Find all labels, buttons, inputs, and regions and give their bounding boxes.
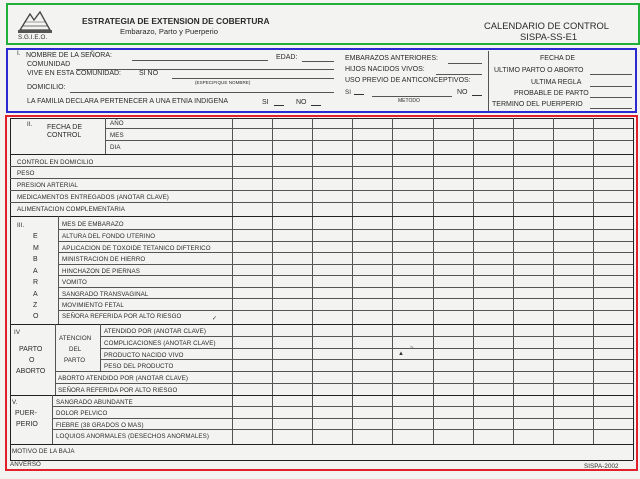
puerperio-label-2: PERIO bbox=[16, 421, 38, 428]
embarazo-letter-4: A bbox=[33, 268, 38, 275]
hijos-label: HIJOS NACIDOS VIVOS: bbox=[345, 66, 425, 73]
row-label-control-domicilio: CONTROL EN DOMICILIO bbox=[17, 159, 94, 166]
fecha-control-label-2: CONTROL bbox=[47, 132, 82, 139]
embarazo-label-divider bbox=[58, 216, 59, 324]
row-line bbox=[55, 383, 633, 384]
embarazo-letter-2: M bbox=[33, 245, 39, 252]
row-line bbox=[10, 202, 633, 203]
section-separator bbox=[10, 324, 633, 325]
embarazo-letter-6: A bbox=[33, 291, 38, 298]
row-label-peso-producto: PESO DEL PRODUCTO bbox=[104, 363, 174, 370]
section-separator bbox=[10, 154, 633, 155]
etnia-si-label: SI bbox=[262, 99, 269, 106]
row-line bbox=[58, 241, 633, 242]
nombre-label: NOMBRE DE LA SEÑORA: bbox=[26, 52, 112, 59]
fecha-label-divider bbox=[105, 118, 106, 154]
row-label-loquios: LOQUIOS ANORMALES (DESECHOS ANORMALES) bbox=[56, 433, 210, 440]
row-line bbox=[105, 128, 633, 129]
embarazo-letter-3: B bbox=[33, 256, 38, 263]
metodo-field-line[interactable] bbox=[372, 96, 452, 97]
etnia-no-checkbox[interactable] bbox=[311, 99, 321, 106]
fecha-de-label: FECHA DE bbox=[540, 55, 576, 62]
atencion-label-1: ATENCION bbox=[59, 335, 92, 342]
section-1-roman: I. bbox=[17, 50, 21, 57]
form-title: ESTRATEGIA DE EXTENSION DE COBERTURA bbox=[82, 16, 270, 26]
row-line bbox=[52, 429, 633, 430]
pen-mark: ▲ bbox=[398, 351, 404, 357]
especifique-field-line[interactable] bbox=[172, 78, 334, 79]
especifique-label: (ESPECIFIQUE NOMBRE) bbox=[195, 80, 251, 85]
row-label-hinchazon: HINCHAZON DE PIERNAS bbox=[62, 268, 140, 275]
atencion-label-3: PARTO bbox=[64, 357, 86, 364]
table-border-bottom bbox=[10, 460, 633, 461]
embarazos-label: EMBARAZOS ANTERIORES: bbox=[345, 55, 438, 62]
row-label-dia: DIA bbox=[110, 144, 121, 151]
row-label-complicaciones: COMPLICACIONES (ANOTAR CLAVE) bbox=[104, 340, 216, 347]
embarazo-letter-1: E bbox=[33, 233, 38, 240]
row-line bbox=[10, 190, 633, 191]
vive-label: VIVE EN ESTA COMUNIDAD: bbox=[27, 70, 121, 77]
row-line bbox=[52, 418, 633, 419]
fecha-control-label-1: FECHA DE bbox=[47, 124, 83, 131]
uso-si-label: SI bbox=[345, 89, 352, 96]
motivo-baja-label: MOTIVO DE LA BAJA bbox=[12, 448, 75, 455]
row-line bbox=[58, 252, 633, 253]
table-border-left bbox=[10, 118, 11, 460]
uso-si-checkbox[interactable] bbox=[354, 88, 364, 95]
edad-label: EDAD: bbox=[276, 54, 298, 61]
row-label-medicamentos: MEDICAMENTOS ENTREGADOS (ANOTAR CLAVE) bbox=[17, 194, 169, 201]
ultimo-parto-label: ULTIMO PARTO O ABORTO bbox=[494, 67, 584, 74]
table-border-right bbox=[633, 118, 634, 460]
uso-anticonceptivos-label: USO PREVIO DE ANTICONCEPTIVOS: bbox=[345, 77, 471, 84]
section-2-roman: II. bbox=[27, 121, 33, 128]
uso-no-label: NO bbox=[457, 89, 468, 96]
etnia-si-checkbox[interactable] bbox=[274, 99, 284, 106]
row-line bbox=[100, 359, 633, 360]
calendar-title: CALENDARIO DE CONTROL bbox=[484, 20, 610, 31]
row-label-presion: PRESION ARTERIAL bbox=[17, 182, 78, 189]
embarazo-letter-5: R bbox=[33, 279, 39, 286]
row-label-hierro: MINISTRACION DE HIERRO bbox=[62, 256, 146, 263]
logo-text: S.G.I.E.O. bbox=[18, 34, 48, 41]
row-label-dolor-pelvico: DOLOR PELVICO bbox=[56, 410, 108, 417]
row-label-fiebre: FIEBRE (38 GRADOS O MAS) bbox=[56, 422, 144, 429]
table-border-top bbox=[10, 118, 633, 119]
row-line bbox=[58, 298, 633, 299]
embarazo-letter-8: O bbox=[33, 313, 39, 320]
edad-field-line[interactable] bbox=[302, 61, 334, 62]
atencion-label-2: DEL bbox=[69, 346, 82, 353]
etnia-label: LA FAMILIA DECLARA PERTENECER A UNA ETNIA INDIGENA bbox=[27, 98, 228, 105]
form-subtitle: Embarazo, Parto y Puerperio bbox=[120, 27, 218, 36]
row-line bbox=[52, 406, 633, 407]
etnia-no-label: NO bbox=[296, 99, 307, 106]
row-label-sangrado-abundante: SANGRADO ABUNDANTE bbox=[56, 399, 133, 406]
row-line bbox=[58, 275, 633, 276]
row-label-mes-embarazo: MES DE EMBARAZO bbox=[62, 221, 124, 228]
ultima-regla-field-line[interactable] bbox=[590, 86, 632, 87]
section-separator bbox=[10, 216, 633, 217]
anverso-label: ANVERSO bbox=[10, 461, 41, 468]
row-label-vomito: VOMITO bbox=[62, 279, 87, 286]
row-line bbox=[55, 371, 633, 372]
pen-mark: ✓ bbox=[212, 316, 218, 322]
row-line bbox=[100, 348, 633, 349]
atencion-label-divider bbox=[100, 324, 101, 371]
row-line bbox=[100, 336, 633, 337]
row-label-nacido-vivo: PRODUCTO NACIDO VIVO bbox=[104, 352, 184, 359]
row-label-altura-fondo: ALTURA DEL FONDO UTERINO bbox=[62, 233, 156, 240]
termino-field-line[interactable] bbox=[590, 108, 632, 109]
form-code: SISPA-SS-E1 bbox=[520, 31, 578, 42]
row-label-referida-riesgo-1: SEÑORA REFERIDA POR ALTO RIESGO bbox=[62, 313, 182, 320]
probable-parto-label: PROBABLE DE PARTO bbox=[514, 90, 589, 97]
probable-parto-field-line[interactable] bbox=[590, 97, 632, 98]
row-label-mes: MES bbox=[110, 132, 124, 139]
row-label-alimentacion: ALIMENTACION COMPLEMENTARIA bbox=[17, 206, 126, 213]
row-label-ano: AÑO bbox=[110, 120, 124, 127]
row-line bbox=[105, 140, 633, 141]
row-label-referida-riesgo-2: SEÑORA REFERIDA POR ALTO RIESGO bbox=[58, 387, 178, 394]
section-separator bbox=[10, 444, 633, 445]
vive-si-no: SI NO bbox=[139, 70, 159, 77]
domicilio-field-line[interactable] bbox=[70, 92, 334, 93]
hijos-field-line[interactable] bbox=[436, 74, 482, 75]
footer-code: SISPA-2002 bbox=[584, 463, 619, 470]
ultima-regla-label: ULTIMA REGLA bbox=[531, 79, 582, 86]
embarazos-field-line[interactable] bbox=[448, 63, 482, 64]
row-line bbox=[10, 178, 633, 179]
row-label-toxoide: APLICACION DE TOXOIDE TETANICO DIFTERICO bbox=[62, 245, 211, 252]
section-3-roman: III. bbox=[17, 222, 25, 229]
section-5-roman: V. bbox=[12, 399, 18, 406]
puerperio-label-1: PUER- bbox=[15, 410, 37, 417]
row-label-movimiento-fetal: MOVIMIENTO FETAL bbox=[62, 302, 124, 309]
row-line bbox=[58, 310, 633, 311]
comunidad-label: COMUNIDAD bbox=[27, 61, 71, 68]
metodo-label: METODO bbox=[398, 98, 420, 104]
row-line bbox=[58, 287, 633, 288]
parto-aborto-label-2: O bbox=[29, 357, 35, 364]
parto-label-divider bbox=[55, 324, 56, 395]
parto-aborto-label-1: PARTO bbox=[19, 346, 43, 353]
row-label-aborto-atendido: ABORTO ATENDIDO POR (ANOTAR CLAVE) bbox=[58, 375, 189, 382]
parto-aborto-label-3: ABORTO bbox=[16, 368, 46, 375]
section-4-roman: IV bbox=[14, 329, 21, 336]
uso-no-checkbox[interactable] bbox=[472, 89, 482, 96]
row-label-atendido-por: ATENDIDO POR (ANOTAR CLAVE) bbox=[104, 328, 207, 335]
embarazo-letter-7: Z bbox=[33, 302, 38, 309]
nombre-field-line[interactable] bbox=[132, 60, 268, 61]
section-separator bbox=[10, 395, 633, 396]
domicilio-label: DOMICILIO: bbox=[27, 84, 66, 91]
ultimo-parto-field-line[interactable] bbox=[590, 74, 632, 75]
patient-divider bbox=[488, 51, 489, 111]
puerperio-label-divider bbox=[52, 395, 53, 444]
termino-puerperio-label: TERMINO DEL PUERPERIO bbox=[492, 101, 583, 108]
row-line bbox=[58, 264, 633, 265]
row-line bbox=[10, 166, 633, 167]
row-label-sangrado-transvaginal: SANGRADO TRANSVAGINAL bbox=[62, 291, 149, 298]
row-line bbox=[58, 229, 633, 230]
row-label-peso: PESO bbox=[17, 170, 35, 177]
